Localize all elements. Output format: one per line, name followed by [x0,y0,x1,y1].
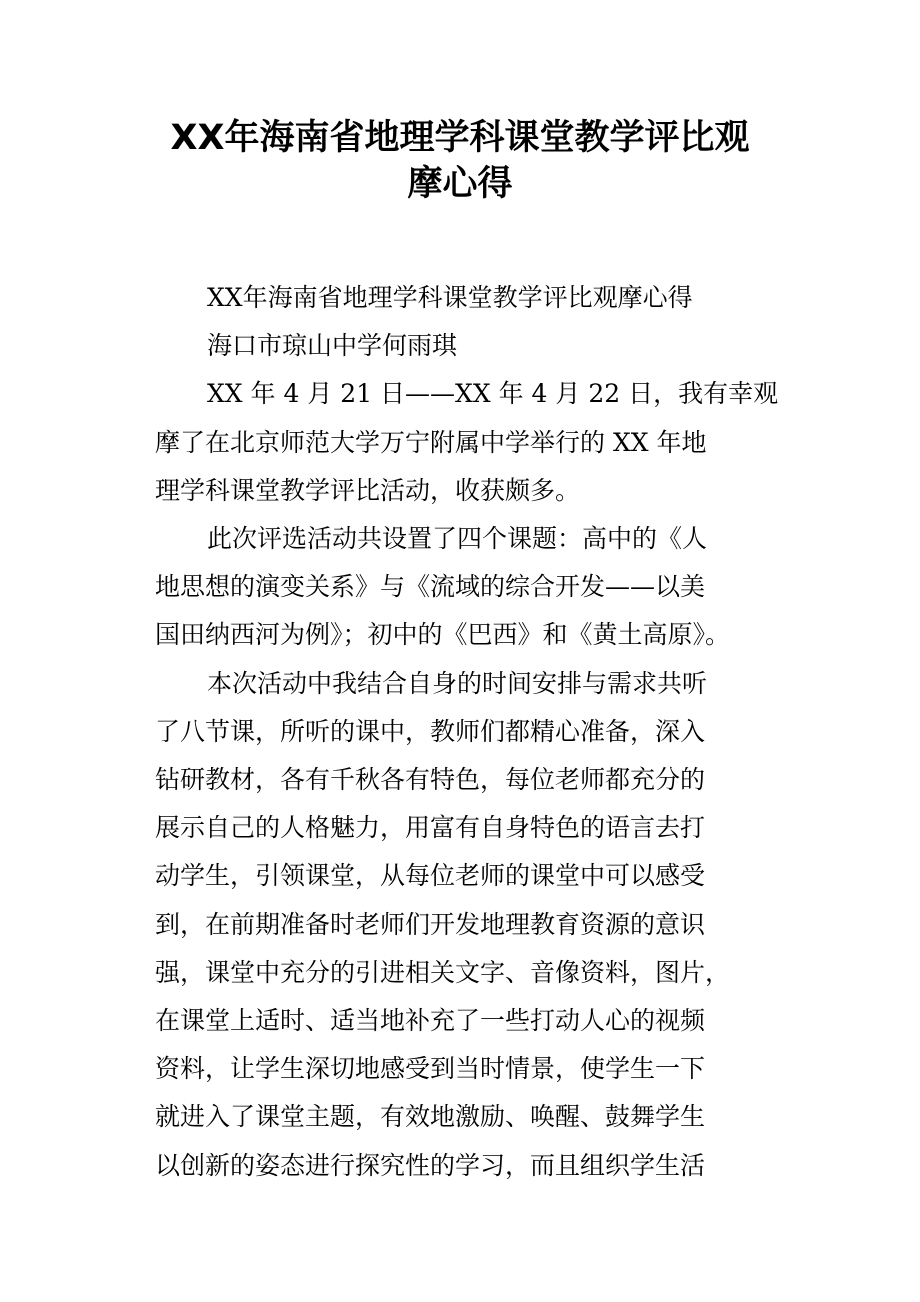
text-line: 动学生，引领课堂，从每位老师的课堂中可以感受 [155,861,706,891]
text-line: 以创新的姿态进行探究性的学习，而且组织学生活 [155,1150,706,1180]
paragraph [155,370,795,515]
text-line: 国田纳西河为例》；初中的《巴西》和《黄土高原》。 [155,620,731,650]
text-line: 在课堂上适时、适当地补充了一些打动人心的视频 [155,1006,706,1036]
text-line: 海口市琼山中学何雨琪 [207,331,458,361]
text-line: 本次活动中我结合自身的时间安排与需求共听 [207,668,708,698]
paragraph [155,322,795,370]
text-line: XX 年 4 月 21 日——XX 年 4 月 22 日，我有幸观 [207,379,779,409]
text-line: 摩了在北京师范大学万宁附属中学举行的 XX 年地 [155,427,707,457]
text-line: 资料，让学生深切地感受到当时情景，使学生一下 [155,1054,706,1084]
text-line: 了八节课，所听的课中，教师们都精心准备，深入 [155,716,706,746]
text-line: 到，在前期准备时老师们开发地理教育资源的意识 [155,909,706,939]
document-title [0,115,920,207]
paragraph [155,660,795,1190]
text-line: 就进入了课堂主题，有效地激励、唤醒、鼓舞学生 [155,1102,706,1132]
text-line: 强，课堂中充分的引进相关文字、音像资料，图片， [155,957,731,987]
text-line: 地思想的演变关系》与《流域的综合开发——以美 [155,572,706,602]
text-line: 此次评选活动共设置了四个课题：高中的《人 [207,524,708,554]
text-line: 钻研教材，各有千秋各有特色，每位老师都充分的 [155,765,706,795]
title-line: XX年海南省地理学科课堂教学评比观 [170,118,750,158]
text-line: XX年海南省地理学科课堂教学评比观摩心得 [207,283,693,312]
title-line: 摩心得 [407,164,513,204]
text-line: 展示自己的人格魅力，用富有自身特色的语言去打 [155,813,706,843]
paragraph [155,274,795,322]
text-line: 理学科课堂教学评比活动，收获颇多。 [155,475,581,505]
document-body [155,274,795,1190]
paragraph [155,515,795,660]
